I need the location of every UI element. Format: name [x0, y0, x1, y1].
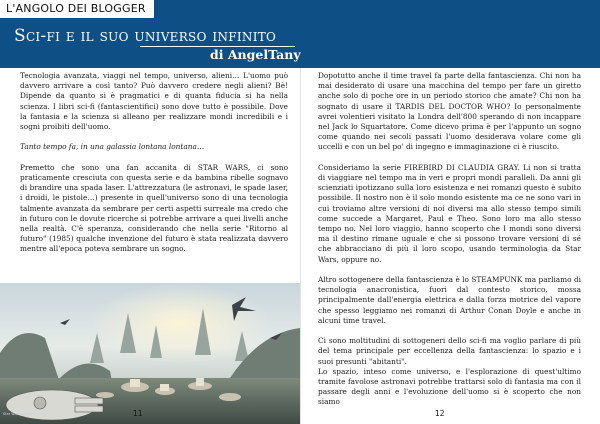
article-byline: di AngelTany: [210, 47, 301, 62]
star-wars-illustration: [0, 283, 300, 424]
paragraph: Dopotutto anche il time travel fa parte della fantascienza. Chi non ha mai desiderato di usare una macchina del tempo per fare un giretto anche solo di poche ore in un periodo storico che amate? Chi non ha sognato di usare il TARDIS DEL DOCTOR WHO? Io personalmente avrei volentieri visitato la Londra dell'800 sperando di non incappare nel Jack lo Squartatore. Come dicevo prima è per l'appunto un sogno come quando nei secoli passati l'uomo desiderava volare come gli uccelli e con un bel po' di ingegno e immaginazione ci è riuscito.: [318, 71, 581, 152]
paragraph: Altro sottogenere della fantascienza è lo STEAMPUNK ma parliamo di tecnologia anacronistica, fuori dal contesto storico, mossa principalmente dall'energia elettrica e dalla forza motrice del vapore che spesso leggiamo nei romanzi di Arthur Conan Doyle e anche in alcuni time travel.: [318, 275, 581, 325]
image-credit: Star Wars: Galaxy's Edge: [3, 412, 48, 416]
paragraph: Tecnologia avanzata, viaggi nel tempo, universo, alieni… L'uomo può davvero arrivare a così tanto? Può davvero credere negli alieni? Bè! Dipende da quanto si è pragmatici e di quanta fiducia si ha nella scienza. I libri sci-fi (fantascientifici) sono dove tutto è possibile. Dove la fantasia e la scienza si alleano per realizzare mondi incredibili e i sogni proibiti dell'uomo.: [20, 71, 288, 132]
paragraph: Consideriamo la serie FIREBIRD DI CLAUDIA GRAY. Li non si tratta di viaggiare nel tempo ma in veri e propri mondi paralleli. Da anni gli scienziati ipotizzano sulla loro esistenza e nei romanzi questo è subito possibile. Il nostro non è il solo mondo esistente ma ce ne sono vari in cui troviamo altre versioni di noi diversi ma allo stesso tempo simili come succede a Margaret, Paul e Theo. Sono loro ma allo stesso tempo no. Nel loro viaggio, hanno scoperto che I mondi sono diversi ma il destino rimane uguale e che si possono trovare versioni di sé che abbracciano di più il loro scopo, usando terminologia da Star Wars, oppure no.: [318, 162, 581, 264]
paragraph: Ci sono moltitudini di sottogeneri dello sci-fi ma voglio parlare di più del tema principale per eccellenza della fantascienza: lo spazio e i suoi presunti "abitanti". Lo spazio, inteso come universo, e l'esplorazione di quest'ultimo tramite favolose astronavi potrebbe trattarsi solo di fantasia ma con il passare degli anni e l'evoluzione dell'uomo si è scoperto che non siamo: [318, 336, 581, 407]
article-title: Sci-fi e il suo universo infinito: [14, 26, 277, 46]
page-gutter: [300, 68, 301, 424]
quote-paragraph: Tanto tempo fa, in una galassia lontana lontana…: [20, 142, 205, 152]
paragraph: Premetto che sono una fan accanita di STAR WARS, ci sono praticamente cresciuta con questa serie e da bambina ribelle sognavo di brandire una spada laser. L'attrezzatura (le astronavi, le spade laser, i droidi, le pistole…) presente in quell'universo sono di una tecnologia talmente avanzata da sembrare per certi aspetti surreale ma credo che in futuro con le dovute ricerche si potrebbe arrivare a quei livelli anche nella realtà. C'è speranza, considerando che nella serie "Ritorno al futuro" (1985) qualche invenzione del futuro è stata realizzata davvero mentre all'epoca poteva sembrare un sogno.: [20, 162, 288, 254]
page-number-left: 11: [133, 409, 143, 418]
right-column: [318, 71, 581, 418]
left-column: [20, 71, 288, 265]
header-banner: [0, 0, 600, 68]
illustration-svg: [0, 283, 300, 424]
section-label: L'ANGOLO DEI BLOGGER: [0, 0, 154, 18]
page-number-right: 12: [435, 409, 445, 418]
